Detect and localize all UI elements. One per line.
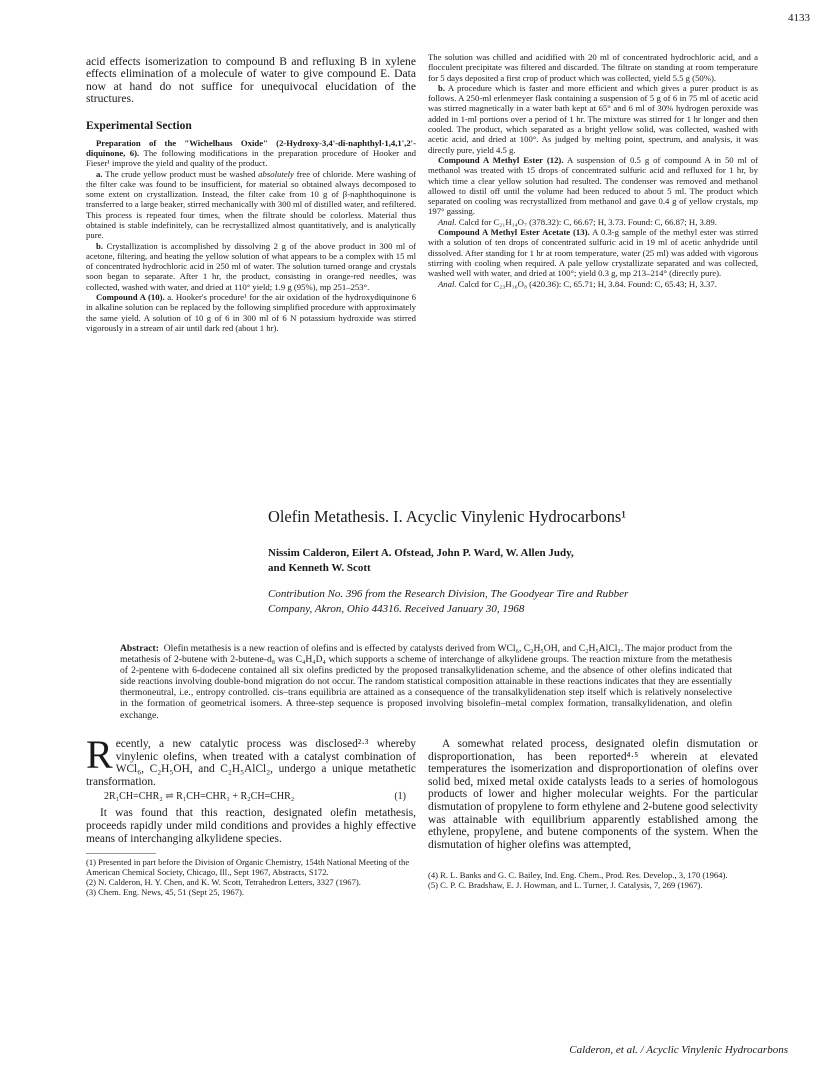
ester-title: Compound A Methyl Ester (12).	[438, 154, 564, 165]
equation-text: 2R₁CH=CHR₂ ⇌ R₁CH=CHR₁ + R₂CH=CHR₂	[104, 791, 295, 803]
abstract-label: Abstract:	[120, 643, 159, 654]
a-italic: absolutely	[258, 168, 294, 179]
body-paragraph-2: It was found that this reaction, designated olefin metathesis, proceeds rapidly under mild conditions and provides a highly effective means of interchanging alkylidene species.	[86, 807, 416, 845]
drop-cap: R	[86, 732, 113, 777]
anal-2-text: Calcd for C₂₃H₁₆O₈ (420.36): C, 65.71; H, 3.84. Found: C, 65.43; H, 3.37.	[458, 278, 717, 289]
body-paragraph-1	[86, 732, 416, 788]
b-label: b.	[96, 240, 104, 251]
authors	[268, 546, 688, 576]
acetate-title: Compound A Methyl Ester Acetate (13).	[438, 227, 590, 238]
abstract-text: Olefin metathesis is a new reaction of olefins and is effected by catalysts derived from WCl₆, C₂H₅OH, and C₂H₅AlCl₂. The major product from the metathesis of 2-butene with 2-butene-d₈ was C₄H₄D₄ which supports a scheme of interchange of alkylidene groups. The reaction mixture from the metathesis of 2-pentene with 6-dodecene contained all six olefins predicted by the proposed transalkylidenation scheme, and the absence of other olefins indicated that side reactions involving double-bond migration do not occur. The random statistical composition attainable in these reactions indicates that they are essentially thermoneutral, i.e., entropy controlled. cis–trans equilibria are attained as a consequence of the transalkylidenation step itself which is relatively nonselective in the formation of geometrical isomers. A three-step sequence is proposed involving bisolefin–metal complex formation, transalkylidenation, and olefin exchange.	[120, 643, 733, 721]
compound-a-title: Compound A (10).	[96, 292, 165, 303]
compound-a-text: a. Hooker's procedure¹ for the air oxidation of the hydroxydiquinone 6 in alkaline solution can be replaced by the following simplified procedure with approximately the same yield. A solution of 10 g of 6 in 300 ml of 6 N potassium hydroxide was stirred vigorously in a stream of air until dark red (about 1 hr).	[86, 292, 417, 333]
experimental-text	[86, 138, 416, 334]
body-paragraph-1-text: ecently, a new catalytic process was disclosed²·³ whereby vinylenic olefins, when treated with a catalyst combination of WCl₆, C₂H₅OH, and C₂H₅AlCl₂, undergo a unique metathetic transformation.	[86, 738, 416, 788]
equation-1	[104, 791, 406, 802]
footnote-4: (4) R. L. Banks and G. C. Bailey, Ind. Eng. Chem., Prod. Res. Develop., 3, 170 (1964).	[428, 870, 728, 881]
prep-text: The following modifications in the preparation procedure of Hooker and Fieser¹ improve the yield and quality of the product.	[86, 147, 417, 169]
a-paragraph	[86, 169, 416, 241]
footnote-3: (3) Chem. Eng. News, 45, 51 (Sept 25, 1967).	[86, 886, 245, 897]
abstract	[120, 643, 732, 721]
body-paragraph-3: A somewhat related process, designated olefin dismutation or disproportionation, has been reported⁴·⁵ wherein at elevated temperatures the isomerization and disproportionation of olefins over solid bed, mixed metal oxide catalysts leads to a series of homologous products of lower and higher molecular weights. For the particular dismutation of propylene to form ethylene and 2-butene good selectivity was attainable with equilibrium apparently established among the ethylene, propylene, and butene components of the system. When the dismutation of higher olefins was attempted,	[428, 738, 758, 851]
footnote-5: (5) C. P. C. Bradshaw, E. J. Howman, and L. Turner, J. Catalysis, 7, 269 (1967).	[428, 880, 703, 891]
a-text-1: The crude yellow product must be washed	[105, 168, 256, 179]
prep-paragraph	[86, 138, 416, 169]
anal-2-label: Anal.	[438, 278, 457, 289]
right-b-paragraph	[428, 83, 758, 155]
footnote-1: (1) Presented in part before the Division of Organic Chemistry, 154th National Meeting of the American Chemical Society, Chicago, Ill., Sept 1967, Abstracts, S172.	[86, 857, 410, 877]
acetate-paragraph	[428, 227, 758, 278]
experimental-heading: Experimental Section	[86, 119, 192, 132]
running-footer: Calderon, et al. / Acyclic Vinylenic Hydrocarbons	[569, 1044, 788, 1056]
ester-paragraph	[428, 155, 758, 217]
a-label: a.	[96, 168, 103, 179]
intro-paragraph: acid effects isomerization to compound B and refluxing B in xylene effects elimination of a molecule of water to give compound E. Data now at hand do not suffice for unequivocal elucidation of the structures.	[86, 55, 416, 106]
prep-title: Preparation of the "Wichelhaus Oxide" (2-Hydroxy-3,4'-di-naphthyl-1,4,1',2'-diquinone, 6).	[86, 137, 416, 158]
anal-1-label: Anal.	[438, 216, 457, 227]
page-number: 4133	[788, 12, 810, 24]
lower-right-column	[428, 738, 758, 891]
upper-left-column	[86, 56, 416, 333]
lower-left-column	[86, 732, 416, 897]
affiliation-line-1: Contribution No. 396 from the Research Division, The Goodyear Tire and Rubber	[268, 588, 629, 600]
footnote-2: (2) N. Calderon, H. Y. Chen, and K. W. Scott, Tetrahedron Letters, 3327 (1967).	[86, 876, 361, 887]
affiliation	[268, 587, 748, 617]
affiliation-line-2: Company, Akron, Ohio 44316. Received January 30, 1968	[268, 603, 525, 615]
right-b-text: A procedure which is faster and more efficient and which gives a purer product is as follows. A 250-ml erlenmeyer flask containing a suspension of 5 g of 6 in 75 ml of acetic acid was stirred magnetically in a water bath kept at 65° and 6 ml of 30% hydrogen peroxide was added in 1-ml portions over a period of 1 hr. The mixture was stirred for 1 hr longer and then cooled. The product, which separated as a bright yellow solid, was collected, washed with acetic acid, and dried at 100°. As judged by melting point, spectrum, and analysis, it was directly pure, yield 4.5 g.	[428, 82, 758, 155]
article-title: Olefin Metathesis. I. Acyclic Vinylenic Hydrocarbons¹	[268, 507, 627, 526]
anal-1-text: Calcd for C₂₁H₁₄O₇ (378.32): C, 66.67; H, 3.73. Found: C, 66.87; H, 3.89.	[458, 216, 717, 227]
anal-1-paragraph	[428, 217, 758, 227]
authors-line-1: Nissim Calderon, Eilert A. Ofstead, John P. Ward, W. Allen Judy,	[268, 547, 574, 559]
footnote-rule	[86, 853, 156, 854]
ester-text: A suspension of 0.5 g of compound A in 50 ml of methanol was treated with 15 drops of concentrated sulfuric acid and refluxed for 1 hr, by which time a clear yellow solution had resulted. The condenser was removed and methanol allowed to distil off until the volume had been reduced to about 5 ml. The product which separated on cooling was recrystallized from methanol and gave 0.4 g of yellow crystals, mp 197° gassing.	[428, 154, 758, 217]
acetate-text: A 0.3-g sample of the methyl ester was stirred with a solution of ten drops of concentrated sulfuric acid in 19 ml of acetic anhydride until dissolved. After standing for 1 hr at room temperature, water (25 ml) was added with vigorous stirring with cooling when required. A pale yellow crystallizate separated and was collected, washed well with water, and dried at 100°; yield 0.3 g, mp 213–214° (directly pure).	[428, 227, 758, 279]
upper-right-column	[428, 52, 758, 289]
footnotes-left	[86, 858, 416, 897]
a-text-2: free of chloride. Mere washing of the filter cake was found to be insufficient, for material so obtained always decomposed to some extent on crystallization. Instead, the filter cake from 10 g of β-naphthoquinone is transferred to a large beaker, stirred mechanically with 300 ml of distilled water, and refiltered. This process is repeated four times, when the filtrate should be colorless. Material thus obtained is stable indefinitely, can be recrystallized almost quantitatively, and is analytically pure.	[86, 168, 417, 241]
b-text: Crystallization is accomplished by dissolving 2 g of the above product in 300 ml of acetone, filtering, and heating the yellow solution of what appears to be a complex with 15 ml of concentrated hydrochloric acid in 250 ml of water. The solution turned orange and crystals soon began to separate. After 1 hr, the product, consisting in orange-red needles, was collected, washed with water, and dried at 110° yield; 1.9 g (95%), mp 251–253°.	[86, 240, 416, 292]
b-paragraph	[86, 241, 416, 292]
right-paragraph-1: The solution was chilled and acidified with 20 ml of concentrated hydrochloric acid, and a flocculent precipitate was filtered and discarded. The filtrate on standing at room temperature for 5 days deposited a first crop of product which was collected, yield 5.5 g (50%).	[428, 52, 758, 83]
compound-a-paragraph	[86, 292, 416, 333]
right-b-label: b.	[438, 82, 446, 93]
footnotes-right	[428, 871, 758, 891]
anal-2-paragraph	[428, 279, 758, 289]
equation-number: (1)	[394, 791, 406, 803]
authors-line-2: and Kenneth W. Scott	[268, 562, 371, 574]
